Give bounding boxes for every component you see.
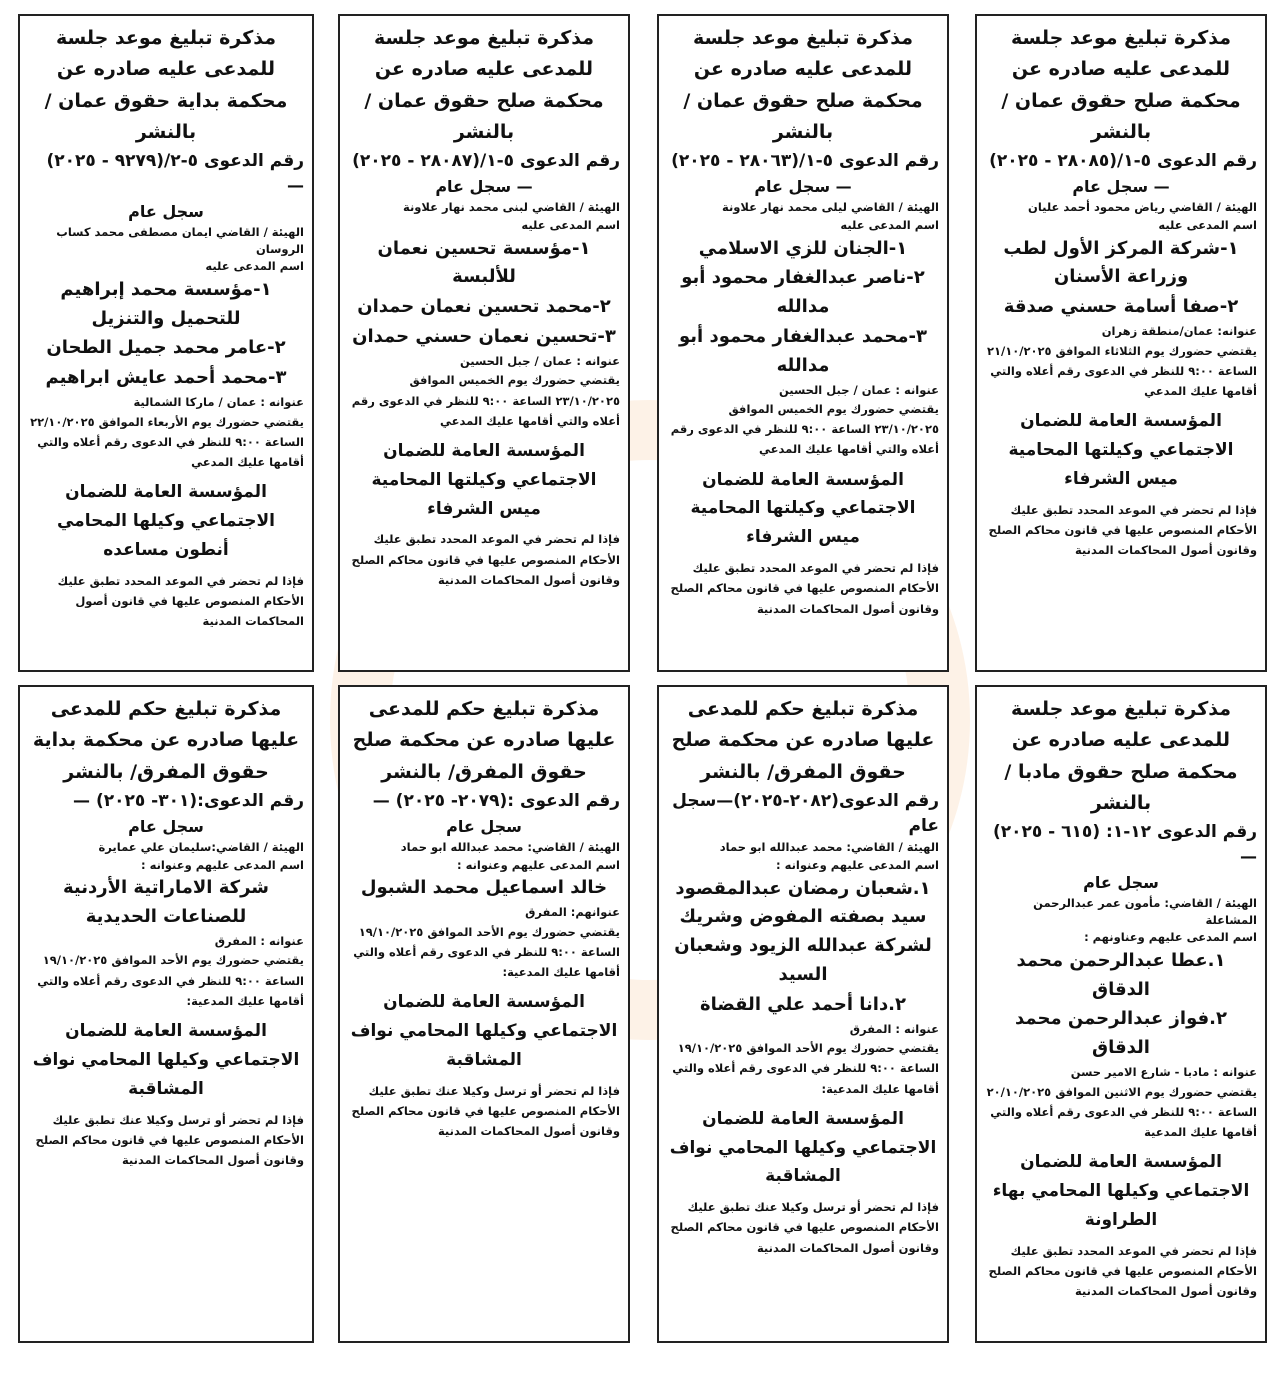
defendant-name: ٣-تحسين نعمان حسني حمدان <box>352 325 616 347</box>
notice-box <box>338 685 630 1343</box>
notice-text: فإذا لم تحضر أو ترسل وكيلا عنك تطبق عليك الأحكام المنصوص عليها في قانون محاكم الصلح وقانون أصول المحاكمات المدنية <box>351 1083 620 1138</box>
notice-text: يقتضي حضورك يوم الخميس الموافق ٢٣/١٠/٢٠٢٥ الساعة ٩:٠٠ للنظر في الدعوى رقم أعلاه والتي أقامها عليك المدعي <box>670 402 939 457</box>
plaintiff-name: المؤسسة العامة للضمان الاجتماعي وكيلتها المحامية ميس الشرفاء <box>1008 410 1234 489</box>
notice-detail: الهيئة / القاضي: مأمون عمر عبدالرحمن المشاعلة <box>1033 895 1257 927</box>
case-number: رقم الدعوى:(٣٠١- ٢٠٢٥) — <box>73 791 304 812</box>
plaintiff-name: المؤسسة العامة للضمان الاجتماعي وكيلها المحامي نواف المشاقبة <box>669 1108 937 1187</box>
notice-text: يقتضي حضورك يوم الخميس الموافق ٢٣/١٠/٢٠٢٥ الساعة ٩:٠٠ للنظر في الدعوى رقم أعلاه والتي أقامها عليك المدعي <box>351 373 620 428</box>
record-type: — سجل عام <box>1072 177 1170 197</box>
defendant-name: ١-شركة المركز الأول لطب وزراعة الأسنان <box>1003 237 1239 288</box>
notice-text: فإذا لم تحضر في الموعد المحدد تطبق عليك الأحكام المنصوص عليها في قانون محاكم الصلح وقانون أصول المحاكمات المدنية <box>670 561 939 616</box>
notice-title: مذكرة تبليغ حكم للمدعى عليها صادره عن محكمة بداية حقوق المفرق/ بالنشر <box>32 698 300 783</box>
notice-detail: اسم المدعى عليه <box>205 259 304 274</box>
notice-box <box>975 685 1267 1343</box>
notice-box <box>657 685 949 1343</box>
notice-detail: اسم المدعى عليه <box>521 217 620 232</box>
notice-detail: عنوانه : المفرق <box>849 1021 939 1036</box>
notice-detail: اسم المدعى عليهم وعنوانه : <box>457 857 620 872</box>
notice-detail: عنوانهم: المفرق <box>525 905 620 919</box>
notice-text: يقتضي حضورك يوم الأحد الموافق ١٩/١٠/٢٠٢٥ الساعة ٩:٠٠ للنظر في الدعوى رقم أعلاه والتي أقامها عليك المدعية: <box>672 1041 939 1096</box>
notice-text: فإذا لم تحضر أو ترسل وكيلا عنك تطبق عليك الأحكام المنصوص عليها في قانون محاكم الصلح وقانون أصول المحاكمات المدنية <box>670 1200 939 1255</box>
defendant-name: ٢-ناصر عبدالغفار محمود أبو مدالله <box>681 267 925 318</box>
record-type: سجل عام <box>128 201 204 221</box>
notice-detail: اسم المدعى عليهم وعناونهم : <box>1084 930 1257 945</box>
defendant-name: ١.شعبان رمضان عبدالمقصود سيد بصفته المفوض وشريك لشركة عبدالله الزيود وشعبان السيد <box>674 877 932 986</box>
defendant-name: ١-مؤسسة تحسين نعمان للألبسة <box>377 237 591 288</box>
plaintiff-name: المؤسسة العامة للضمان الاجتماعي وكيلها المحامي نواف المشاقبة <box>32 1020 300 1099</box>
record-type: سجل عام <box>446 816 522 836</box>
case-number: رقم الدعوى ٥-١/(٢٨٠٨٧ - ٢٠٢٥) <box>352 151 620 172</box>
defendant-name: ٢.فواز عبدالرحمن محمد الدقاق <box>1015 1008 1227 1059</box>
case-number: رقم الدعوى :(٢٠٧٩- ٢٠٢٥) — <box>372 791 620 812</box>
defendant-name: ٢-عامر محمد جميل الطحان <box>46 337 286 359</box>
notice-detail: اسم المدعى عليهم وعنوانه : <box>141 857 304 872</box>
defendant-name: خالد اسماعيل محمد الشبول <box>360 877 608 899</box>
plaintiff-name: المؤسسة العامة للضمان الاجتماعي وكيلها المحامي نواف المشاقبة <box>350 992 618 1070</box>
notice-detail: الهيئة / القاضي لبنى محمد نهار علاونة <box>402 200 620 215</box>
notice-title: مذكرة تبليغ موعد جلسة للمدعى عليه صادره عن محكمة صلح حقوق عمان / بالنشر <box>683 27 923 144</box>
case-number: رقم الدعوى ١٢-١: (٦١٥ - ٢٠٢٥) — <box>992 822 1257 868</box>
notice-detail: اسم المدعى عليه <box>1158 217 1257 232</box>
defendant-name: ٢-صفا أسامة حسني صدقة <box>1003 296 1239 318</box>
notice-detail: عنوانه : عمان / جبل الحسين <box>459 353 620 368</box>
notice-text: يقتضي حضورك يوم الأحد الموافق ١٩/١٠/٢٠٢٥ الساعة ٩:٠٠ للنظر في الدعوى رقم أعلاه والتي أقامها عليك المدعية: <box>37 953 304 1008</box>
notice-title: مذكرة تبليغ موعد جلسة للمدعى عليه صادره عن محكمة صلح حقوق مادبا / بالنشر <box>1004 698 1238 815</box>
notice-title: مذكرة تبليغ موعد جلسة للمدعى عليه صادره عن محكمة صلح حقوق عمان / بالنشر <box>364 27 604 144</box>
notice-title: مذكرة تبليغ حكم للمدعى عليها صادره عن محكمة صلح حقوق المفرق/ بالنشر <box>671 698 935 783</box>
notice-detail: الهيئة / القاضي:سليمان علي عمايرة <box>98 839 304 854</box>
notice-detail: اسم المدعى عليه <box>840 217 939 232</box>
notice-text: فإذا لم تحضر في الموعد المحدد تطبق عليك الأحكام المنصوص عليها في قانون محاكم الصلح وقانون أصول المحاكمات المدنية <box>351 532 620 587</box>
notice-text: فإذا لم تحضر في الموعد المحدد تطبق عليك الأحكام المنصوص عليها في قانون محاكم الصلح وقانون أصول المحاكمات المدنية <box>988 502 1257 557</box>
notice-text: يقتضي حضورك يوم الأربعاء الموافق ٢٢/١٠/٢٠٢٥ الساعة ٩:٠٠ للنظر في الدعوى رقم أعلاه والتي أقامها عليك المدعي <box>30 414 304 469</box>
defendant-name: ٢-محمد تحسين نعمان حمدان <box>357 296 611 318</box>
case-number: رقم الدعوى(٢٠٨٢-٢٠٢٥)—سجل عام <box>672 791 939 836</box>
notice-detail: الهيئة / القاضي رياض محمود أحمد عليان <box>1028 200 1257 215</box>
notice-detail: عنوانه : عمان / ماركا الشمالية <box>133 395 304 410</box>
notice-box <box>18 14 314 672</box>
notice-detail: اسم المدعى عليهم وعنوانه : <box>776 857 939 872</box>
notice-detail: عنوانه: عمان/منطقة زهران <box>1101 323 1257 338</box>
notice-box <box>338 14 630 672</box>
record-type: سجل عام <box>128 816 204 836</box>
record-type: — سجل عام <box>435 177 533 197</box>
record-type: سجل عام <box>1083 872 1159 892</box>
record-type: — سجل عام <box>754 177 852 197</box>
notice-box <box>657 14 949 672</box>
case-number: رقم الدعوى ٥-١/(٢٨٠٦٣ - ٢٠٢٥) <box>671 151 939 172</box>
defendant-name: ١.عطا عبدالرحمن محمد الدقاق <box>1016 949 1226 1000</box>
defendant-name: شركة الاماراتية الأردنية للصناعات الحديدية <box>62 877 270 927</box>
notice-detail: عنوانه : المفرق <box>214 933 304 948</box>
notice-text: فإذا لم تحضر أو ترسل وكيلا عنك تطبق عليك الأحكام المنصوص عليها في قانون محاكم الصلح وقانون أصول المحاكمات المدنية <box>35 1112 304 1167</box>
plaintiff-name: المؤسسة العامة للضمان الاجتماعي وكيلتها المحامية ميس الشرفاء <box>690 469 916 548</box>
plaintiff-name: المؤسسة العامة للضمان الاجتماعي وكيلها المحامي أنطون مساعده <box>56 482 275 560</box>
plaintiff-name: المؤسسة العامة للضمان الاجتماعي وكيلها المحامي بهاء الطراونة <box>992 1152 1250 1230</box>
defendant-name: ٣-محمد عبدالغفار محمود أبو مدالله <box>679 325 927 376</box>
case-number: رقم الدعوى ٥-٢/(٩٢٧٩ - ٢٠٢٥) — <box>46 151 304 197</box>
defendant-name: ١-الجنان للزي الاسلامي <box>698 237 908 259</box>
notice-title: مذكرة تبليغ موعد جلسة للمدعى عليه صادره عن محكمة بداية حقوق عمان / بالنشر <box>44 27 288 144</box>
defendant-name: ٣-محمد أحمد عايش ابراهيم <box>45 367 287 389</box>
notice-detail: عنوانه : عمان / جبل الحسين <box>778 382 939 397</box>
notice-text: فإذا لم تحضر في الموعد المحدد تطبق عليك الأحكام المنصوص عليها في قانون أصول المحاكمات المدنية <box>57 573 304 629</box>
notice-text: يقتضي حضورك يوم الاثنين الموافق ٢٠/١٠/٢٠٢٥ الساعة ٩:٠٠ للنظر في الدعوى رقم أعلاه والتي أقامها عليك المدعية <box>986 1084 1257 1139</box>
notice-title: مذكرة تبليغ حكم للمدعى عليها صادره عن محكمة صلح حقوق المفرق/ بالنشر <box>352 698 616 783</box>
notice-box <box>18 685 314 1343</box>
plaintiff-name: المؤسسة العامة للضمان الاجتماعي وكيلتها المحامية ميس الشرفاء <box>371 440 597 519</box>
defendant-name: ٢.دانا أحمد علي القضاة <box>699 993 907 1015</box>
notice-detail: الهيئة / القاضي: محمد عبدالله ابو حماد <box>719 840 939 855</box>
notice-detail: الهيئة / القاضي ليلى محمد نهار علاونة <box>721 200 939 215</box>
case-number: رقم الدعوى ٥-١/(٢٨٠٨٥ - ٢٠٢٥) <box>989 151 1257 172</box>
defendant-name: ١-مؤسسة محمد إبراهيم للتحميل والتنزيل <box>60 278 272 329</box>
notice-text: فإذا لم تحضر في الموعد المحدد تطبق عليك الأحكام المنصوص عليها في قانون محاكم الصلح وقانون أصول المحاكمات المدنية <box>988 1243 1257 1299</box>
notice-detail: الهيئة / القاضي: محمد عبدالله ابو حماد <box>400 839 620 854</box>
notice-text: يقتضي حضورك يوم الثلاثاء الموافق ٢١/١٠/٢٠٢٥ الساعة ٩:٠٠ للنظر في الدعوى رقم أعلاه والتي أقامها عليك المدعي <box>986 343 1257 398</box>
notice-detail: عنوانه : مادبا - شارع الامير حسن <box>1070 1065 1257 1080</box>
notice-detail: الهيئة / القاضي ايمان مصطفى محمد كساب الروسان <box>56 224 304 256</box>
notice-box <box>975 14 1267 672</box>
notice-title: مذكرة تبليغ موعد جلسة للمدعى عليه صادره عن محكمة صلح حقوق عمان / بالنشر <box>1001 27 1241 144</box>
notice-text: يقتضي حضورك يوم الأحد الموافق ١٩/١٠/٢٠٢٥ الساعة ٩:٠٠ للنظر في الدعوى رقم أعلاه والتي أقامها عليك المدعية: <box>353 924 620 979</box>
